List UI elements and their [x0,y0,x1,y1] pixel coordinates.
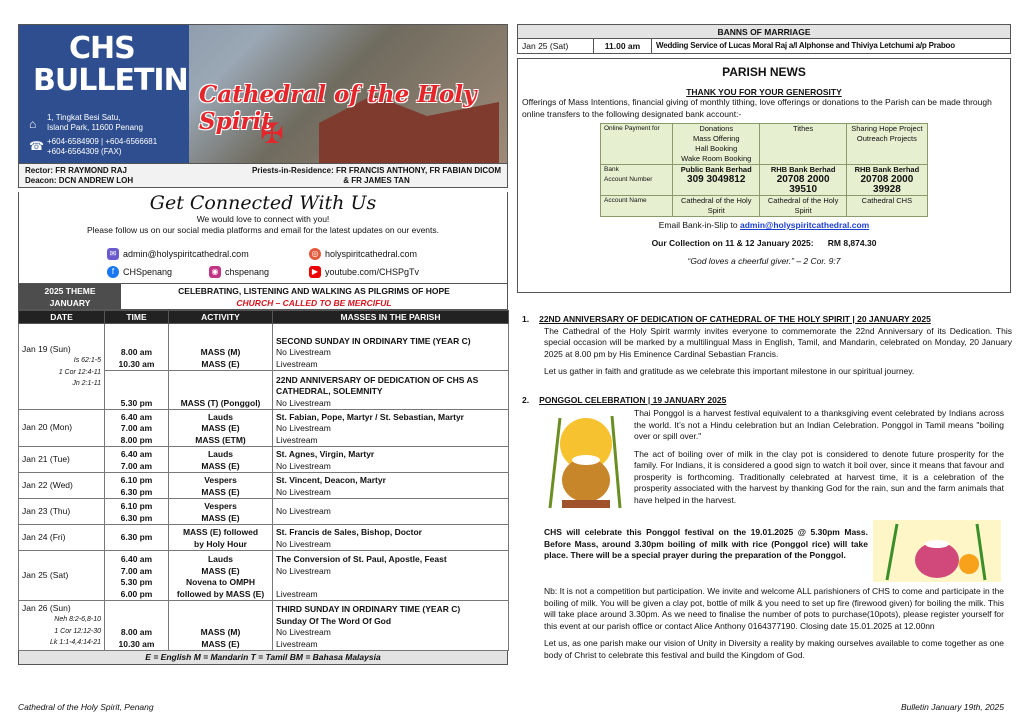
ponggol-text: Thai Ponggol is a harvest festival equivalent to a thanksgiving event celebrated by Indians across the world. It’s not a Hindu celebration but an Indian Celebration. Ponggol in Tamil means "boiling over or spill over." The act of boiling over of milk in the clay pot is considered to denote future prosperity for the family. For Indians, it is considered a good sign to watch it boil over, since it means that favour and prosperity is forthcoming. Traditionally celebrated at harvest time, it is a celebration of the prosperity associated with the harvest by thanking God for the rain, sun and the farm animals that have helped in the harvest. [634,408,1004,505]
left-column [18,24,508,665]
ponggol-participation: Nb: It is not a competition but participation. We invite and welcome ALL parishioners of CHS to come and participate in the boiling of milk. You will be given a clay pot, bottle of milk & you need to set up fire (firewood given) for boiling the milk. This will take place around 3.30pm. As we need to finalise the number of pots to purchase(10pots), please register yourself for this event at our parish office or contact Alice Anthony 0164377190. Closing date 15.01.2025 at 12.00nn Let us, as one parish make our vision of Unity in Diversity a reality by making ourselves available to come together as one body of Christ to celebrate this festival and build the Kingdom of God. [544,586,1004,660]
theme-label: 2025 THEME JANUARY [19,284,121,309]
email-slip: Email Bank-in-Slip to admin@holyspiritcathedral.com [658,220,870,230]
clergy-bar [18,164,508,188]
thanks-heading: THANK YOU FOR YOUR GENEROSITY [686,87,842,97]
priests-line2: & FR JAMES TAN [343,176,410,185]
table-row: Jan 19 (Sun) Is 62:1-5 1 Cor 12:4-11 Jn 2:1-11 8.00 am 10.30 am MASS (M) MASS (E) SECOND SUNDAY IN ORDINARY TIME (YEAR C) No Livestream Livestream [19,324,509,371]
table-row: 5.30 pm MASS (T) (Ponggol) 22ND ANNIVERSARY OF DEDICATION OF CHS AS CATHEDRAL, SOLEMNITY No Livestream [19,371,509,410]
church-address: 1, Tingkat Besi Satu, Island Park, 11600 Penang [47,113,143,132]
ponggol-illustration [873,520,1001,582]
table-row: Jan 20 (Mon) 6.40 am 7.00 am 8.00 pm Lauds MASS (E) MASS (ETM) St. Fabian, Pope, Martyr / St. Sebastian, Martyr No Livestream Livestream [19,410,509,447]
globe-icon: ◎ [309,248,321,260]
banns-row: Jan 25 (Sat) 11.00 am Wedding Service of Lucas Moral Raj a/l Alphonse and Thiviya Letchumi a/p Praboo [518,39,1010,53]
parish-news-box [517,58,1011,293]
offerings-paragraph: Offerings of Mass Intentions, financial giving of monthly tithing, love offerings or donations to the Parish can be made through online transfers to the following designated bank account:- [522,97,992,119]
admin-email-link[interactable]: admin@holyspiritcathedral.com [740,220,870,230]
footer-left: Cathedral of the Holy Spirit, Penang [18,702,154,712]
dove-cross-icon: ✠ [260,118,284,149]
website-link[interactable]: ◎ holyspiritcathedral.com [309,248,417,260]
language-legend: E = English M = Mandarin T = Tamil BM = Bahasa Malaysia [18,651,508,665]
table-header: DATE TIME ACTIVITY MASSES IN THE PARISH [19,311,509,324]
table-row: Jan 24 (Fri) 6.30 pm MASS (E) followed by Holy Hour St. Francis de Sales, Bishop, Doctor No Livestream [19,525,509,551]
facebook-icon: f [107,266,119,278]
table-row: Jan 22 (Wed) 6.10 pm 6.30 pm Vespers MASS (E) St. Vincent, Deacon, Martyr No Livestream [19,473,509,499]
connect-line2: Please follow us on our social media platforms and email for the latest updates on our events. [87,225,439,235]
instagram-link[interactable]: ◉ chspenang [209,266,269,278]
connect-title: Get Connected With Us [149,192,377,214]
table-row: Jan 26 (Sun) Neh 8:2-6,8-10 1 Cor 12:12-30 Lk 1:1-4,4:14-21 8.00 am 10.30 am MASS (M) MASS (E) THIRD SUNDAY IN ORDINARY TIME (YEAR C) Sunday Of The Word Of God No Livestream Livestream [19,601,509,651]
ponggol-announcement: CHS will celebrate this Ponggol festival on the 19.01.2025 @ 5.30pm Mass. Before Mass, around 3.30pm boiling of milk with rice (Ponggol rice) will take place. There will be a special prayer during the preparation of the Ponggol. [544,527,868,560]
table-row: Jan 23 (Thu) 6.10 pm 6.30 pm Vespers MASS (E) No Livestream [19,499,509,525]
connect-line1: We would love to connect with you! [196,214,330,224]
youtube-link[interactable]: ▶ youtube.com/CHSPgTv [309,266,419,278]
scripture-quote: “God loves a cheerful giver.” – 2 Cor. 9:7 [687,256,841,266]
church-phone: +604-6584909 | +604-6566681 +604-6564309 (FAX) [47,137,158,156]
youtube-icon: ▶ [309,266,321,278]
email-icon: ✉ [107,248,119,260]
rector: Rector: FR RAYMOND RAJ [25,166,127,175]
priests-line1: Priests-in-Residence: FR FRANCIS ANTHONY, FR FABIAN DICOM [251,166,501,175]
theme-bar [18,284,508,310]
news-item-2-heading: 2. PONGGOL CELEBRATION | 19 JANUARY 2025 [522,395,727,405]
banns-title: BANNS OF MARRIAGE [518,25,1010,39]
theme-text: CELEBRATING, LISTENING AND WALKING AS PILGRIMS OF HOPE CHURCH – CALLED TO BE MERCIFUL [178,286,450,308]
instagram-icon: ◉ [209,266,221,278]
church-name: Cathedral of the Holy Spirit [199,81,477,135]
banns-box [517,24,1011,54]
date-cell: Jan 19 (Sun) Is 62:1-5 1 Cor 12:4-11 Jn 2:1-11 [19,324,105,410]
bulletin-header [18,24,508,164]
mass-schedule-table [18,310,509,651]
email-link[interactable]: ✉ admin@holyspiritcathedral.com [107,248,249,260]
facebook-link[interactable]: f CHSpenang [107,266,172,278]
bank-table: Online Payment for Donations Mass Offering Hall Booking Wake Room Booking Tithes Sharing Hope Project Outreach Projects Bank Account Number Public Bank Berhad 309 3049812 RHB Bank Berhad 20708 2000 39510 RHB Bank Berhad 20708 2000 39928 Account Name Cathedral of the Holy Spirit Cathedral of the Holy Spirit Cathedral CHS [600,123,928,217]
home-icon: ⌂ [29,117,37,131]
deacon: Deacon: DCN ANDREW LOH [25,176,134,185]
footer-right: Bulletin January 19th, 2025 [900,702,1004,712]
collection-line: Our Collection on 11 & 12 January 2025: RM 8,874.30 [651,238,877,248]
right-column [517,24,1011,293]
connect-section [18,192,508,284]
date-cell: Jan 26 (Sun) Neh 8:2-6,8-10 1 Cor 12:12-30 Lk 1:1-4,4:14-21 [19,601,105,651]
phone-icon: ☎ [29,139,44,153]
bulletin-title: CHS BULLETIN [33,31,188,98]
table-row: Jan 25 (Sat) 6.40 am 7.00 am 5.30 pm 6.00 pm Lauds MASS (E) Novena to OMPH followed by MASS (E) The Conversion of St. Paul, Apostle, Feast No Livestream Livestream [19,551,509,601]
parish-news-title: PARISH NEWS [722,65,806,79]
table-row: Jan 21 (Tue) 6.40 am 7.00 am Lauds MASS (E) St. Agnes, Virgin, Martyr No Livestream [19,447,509,473]
news-item-1: 1. 22ND ANNIVERSARY OF DEDICATION OF CATHEDRAL OF THE HOLY SPIRIT | 20 JANUARY 2025 The Cathedral of the Holy Spirit warmly invites everyone to commemorate the 22nd Anniversary of its Dedication. This special occasion will be marked by a multilingual Mass in English, Tamil, and Mandarin, celebrated on Monday, 20 January 2025 at 8.00 pm by His Eminence Cardinal Sebastian Francis. Let us gather in faith and gratitude as we celebrate this important milestone in our spiritual journey. [522,314,1012,376]
ponggol-pot-image [540,408,632,512]
